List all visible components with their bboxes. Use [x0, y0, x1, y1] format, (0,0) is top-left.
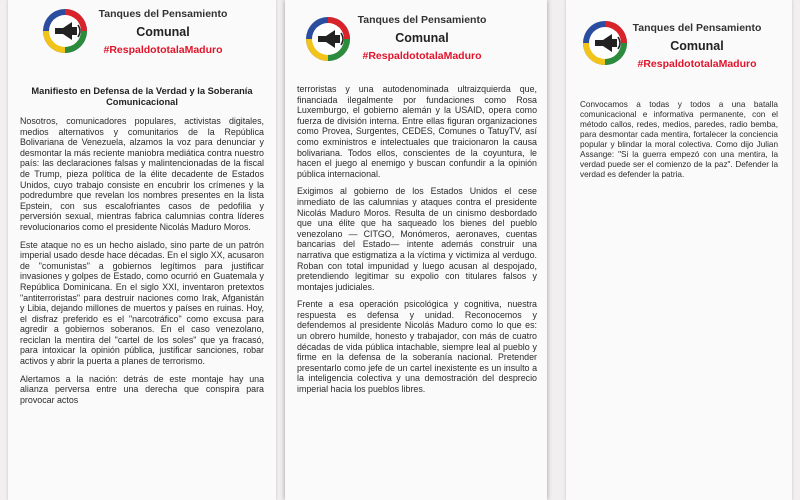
paragraph: Alertamos a la nación: detrás de este montaje hay una alianza perversa entre una derecha que conspira para provocar actos: [20, 373, 264, 405]
org-name-line2: Comunal: [395, 31, 449, 45]
paragraph: Frente a esa operación psicológica y cognitiva, nuestra respuesta es defensa y unidad. Reconocemos y defendemos al presidente Nicolás Maduro como lo que es: un obrero humilde, honesto y trabajador, con más de cuatro décadas de vida pública intachable, siempre leal al pueblo y firme en la defensa de la soberanía nacional. Pretender presentarlo como jefe de un cartel inexistente es un insulto a la inteligencia colectiva y una demostración del desprecio imperial hacia los pueblos libres.: [297, 299, 537, 395]
org-name-line1: Tanques del Pensamiento: [632, 22, 762, 34]
page-header: [285, 0, 547, 80]
org-name-line1: Tanques del Pensamiento: [357, 14, 487, 26]
header-text: [98, 8, 228, 56]
organization-logo-icon: [305, 16, 351, 62]
organization-logo-icon: [42, 8, 88, 54]
document-page-2: [285, 0, 547, 500]
page-body: [20, 86, 264, 412]
hashtag: #RespaldototalaMaduro: [637, 58, 757, 70]
org-name-line1: Tanques del Pensamiento: [98, 8, 228, 20]
paragraph: Nosotros, comunicadores populares, activistas digitales, medios alternativos y comunitarios de la República Bolivariana de Venezuela, alzamos la voz para denunciar y desmontar la más reciente maniobra mediática contra nuestro país: las declaraciones falsas y malintencionadas de la fiscal de Trump, pieza política de la élite decadente de Estados Unidos, cuyo trabajo consiste en encubrir los crímenes y la podredumbre que revelan los nombres presentes en la lista Epstein, con sus escalofriantes casos de pedofilia y perversión sexual, mientras fabrica calumnias contra líderes revolucionarios como el presidente Nicolás Maduro Moros.: [20, 116, 264, 232]
hashtag: #RespaldototalaMaduro: [362, 50, 482, 62]
hashtag: #RespaldototalaMaduro: [103, 44, 223, 56]
document-title: Manifiesto en Defensa de la Verdad y la Soberanía Comunicacional: [31, 86, 253, 107]
org-name-line2: Comunal: [136, 25, 190, 39]
paragraph: Convocamos a todas y todos a una batalla comunicacional e informativa permanente, con el método callos, redes, medios, paredes, radio bemba, para desmontar cada mentira, fortalecer la conciencia popular y blindar la moral colectiva. Como dijo Julian Assange: "Si la guerra empezó con una mentira, la verdad puede ser el comienzo de la paz". Defender la verdad es defender la patria.: [580, 100, 778, 179]
paragraph: terroristas y una autodenominada ultraizquierda que, financiada ilegalmente por fundaciones como Rosa Luxemburgo, el gobierno alemán y la USAID, opera como fuerza de división interna. Entre ellas figuran organizaciones como Provea, Surgentes, CEDES, Comunes o TatuyTV, así como exministros e intelectuales que traicionaron la causa bolivariana. Todos ellos, conscientes de la coyuntura, le hacen el juego al enemigo y buscan confundir a la opinión pública internacional.: [297, 84, 537, 179]
page-header: [8, 0, 276, 80]
document-page-3: [566, 0, 792, 500]
header-text: [357, 14, 487, 62]
document-page-1: [8, 0, 276, 500]
page-header: [566, 0, 792, 80]
paragraph: Exigimos al gobierno de los Estados Unidos el cese inmediato de las calumnias y ataques contra el presidente Nicolás Maduro Moros. Resulta de un cinismo desbordado que una élite que ha saqueado los bienes del pueblo venezolano — CITGO, Monómeros, aeronaves, cuentas bancarias del Estado— intente además construir una narrativa que estigmatiza a la víctima y victimiza al verdugo. Roban con total impunidad y luego acusan al despojado, pretendiendo legitimar su expolio con titulares falsos y montajes judiciales.: [297, 186, 537, 292]
paragraph: Este ataque no es un hecho aislado, sino parte de un patrón imperial usado desde hace décadas. En el siglo XX, acusaron de "comunistas" a gobiernos legítimos para justificar invasiones y golpes de Estado, como ocurrió en Guatemala y República Dominicana. En el siglo XXI, inventaron pretextos "antiterroristas" para destruir naciones como Irak, Afganistán y Libia, dejando millones de muertos y países en ruinas. Hoy, el disfraz preferido es el "narcotráfico" como excusa para agredir a gobiernos soberanos. En el caso venezolano, reciclan la mentira del "cartel de los soles" que ya fracasó, para intoxicar la opinión pública, justificar sanciones, robar activos y abrir la puerta a planes de terrorismo.: [20, 239, 264, 367]
organization-logo-icon: [582, 20, 628, 66]
page-body: [297, 84, 537, 402]
org-name-line2: Comunal: [670, 39, 724, 53]
header-text: [632, 22, 762, 70]
page-body: [580, 100, 778, 187]
